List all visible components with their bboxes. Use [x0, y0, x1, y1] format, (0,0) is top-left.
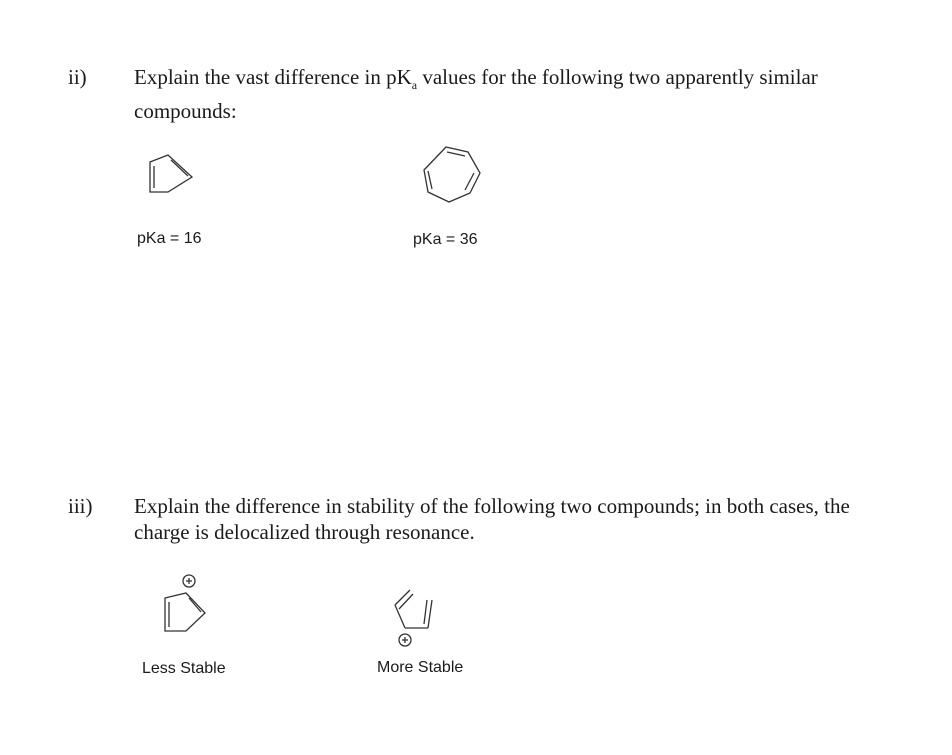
- pentadienyl-cation-structure: [390, 585, 445, 650]
- question-iii-number: iii): [68, 494, 93, 518]
- cycloheptatriene-structure: [415, 140, 490, 215]
- cyclopentadienyl-cation-structure: [160, 572, 220, 637]
- more-stable-label: More Stable: [377, 659, 464, 676]
- pka-left-label: pKa = 16: [137, 230, 202, 247]
- question-iii-text: Explain the difference in stability of the following two compounds; in both cases, the charge is delocalized through resonance.: [134, 494, 850, 544]
- cyclopentadiene-structure: [140, 150, 200, 200]
- question-ii-number: ii): [68, 65, 87, 89]
- less-stable-label: Less Stable: [142, 660, 226, 677]
- question-ii-text: Explain the vast difference in $pK_a$ values for the following two apparently similar compounds:: [134, 65, 818, 124]
- pka-right-label: pKa = 36: [413, 231, 478, 248]
